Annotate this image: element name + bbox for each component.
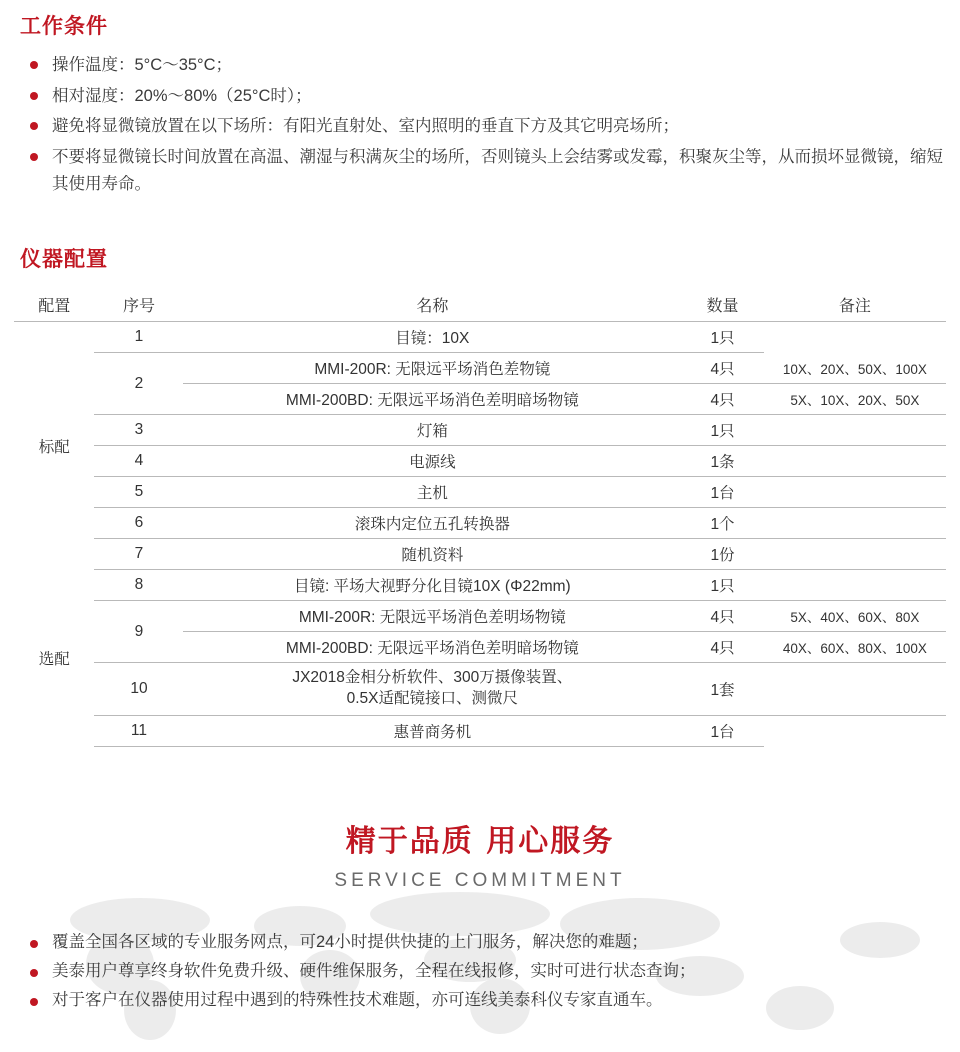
row-name-line2: 0.5X适配镜接口、测微尺 <box>346 690 519 707</box>
row-name: MMI-200R: 无限远平场消色差物镜 <box>183 353 681 384</box>
row-index: 10 <box>94 663 183 716</box>
row-note <box>764 477 946 508</box>
row-name-line1: JX2018金相分析软件、300万摄像装置、 <box>292 669 573 687</box>
table-row <box>14 415 946 446</box>
list-item <box>20 52 950 79</box>
row-qty: 1只 <box>681 570 764 601</box>
column-header-config: 配置 <box>14 287 94 322</box>
column-header-name: 名称 <box>183 287 681 322</box>
row-index: 7 <box>94 539 183 570</box>
row-name: 电源线 <box>183 446 681 477</box>
row-name: 目镜：10X <box>183 322 681 353</box>
row-name <box>183 663 681 716</box>
table-row <box>14 477 946 508</box>
bullet-dot-icon <box>30 940 38 948</box>
row-index: 3 <box>94 415 183 446</box>
bullet-dot-icon <box>30 969 38 977</box>
bullet-dot-icon <box>30 153 38 161</box>
section-title-instrument-config: 仪器配置 <box>20 248 108 271</box>
row-name: 主机 <box>183 477 681 508</box>
row-note <box>764 446 946 477</box>
row-note: 5X、40X、60X、80X <box>764 601 946 632</box>
table-row <box>14 508 946 539</box>
section-title-working-conditions: 工作条件 <box>20 15 108 38</box>
row-note <box>764 716 946 747</box>
row-note <box>764 415 946 446</box>
column-header-qty: 数量 <box>681 287 764 322</box>
row-index: 4 <box>94 446 183 477</box>
row-name: MMI-200BD: 无限远平场消色差明暗场物镜 <box>183 632 681 663</box>
list-item-text: 操作温度：5°C～35°C； <box>52 56 233 74</box>
list-item-text: 避免将显微镜放置在以下场所：有阳光直射处、室内照明的垂直下方及其它明亮场所； <box>52 117 679 136</box>
row-qty: 1条 <box>681 446 764 477</box>
table-row <box>14 663 946 716</box>
row-name: 滚珠内定位五孔转换器 <box>183 508 681 539</box>
list-item-text: 不要将显微镜长时间放置在高温、潮湿与积满灰尘的场所，否则镜头上会结雾或发霉，积聚灰尘等，从而损坏显微镜，缩短其使用寿命。 <box>52 148 943 193</box>
row-qty: 1套 <box>681 663 764 716</box>
row-index: 1 <box>94 322 183 353</box>
row-qty: 1个 <box>681 508 764 539</box>
row-note <box>764 322 946 353</box>
row-qty: 1台 <box>681 716 764 747</box>
bullet-dot-icon <box>30 92 38 100</box>
row-index: 8 <box>94 570 183 601</box>
table-row <box>14 322 946 353</box>
row-name: MMI-200BD: 无限远平场消色差明暗场物镜 <box>183 384 681 415</box>
service-commitment-list <box>20 928 950 1015</box>
row-index: 6 <box>94 508 183 539</box>
list-item-text: 对于客户在仪器使用过程中遇到的特殊性技术难题，亦可连线美泰科仪专家直通车。 <box>52 990 663 1009</box>
row-index: 11 <box>94 716 183 747</box>
bullet-dot-icon <box>30 122 38 130</box>
row-name: MMI-200R: 无限远平场消色差明场物镜 <box>183 601 681 632</box>
row-name: 灯箱 <box>183 415 681 446</box>
group-label-optional: 选配 <box>38 651 70 668</box>
row-note: 40X、60X、80X、100X <box>764 632 946 663</box>
bullet-dot-icon <box>30 998 38 1006</box>
bullet-dot-icon <box>30 61 38 69</box>
list-item-text: 美泰用户尊享终身软件免费升级、硬件维保服务，全程在线报修，实时可进行状态查询； <box>52 961 696 980</box>
column-header-index: 序号 <box>94 287 183 322</box>
list-item-text: 相对湿度：20%～80%（25°C时）； <box>52 86 312 105</box>
table-row <box>14 716 946 747</box>
row-index: 2 <box>94 353 183 415</box>
row-qty: 4只 <box>681 632 764 663</box>
table-row <box>14 570 946 601</box>
group-label-standard: 标配 <box>38 438 70 456</box>
table-row <box>14 353 946 384</box>
row-name: 随机资料 <box>183 539 681 570</box>
row-qty: 1只 <box>681 322 764 353</box>
row-qty: 1只 <box>681 415 764 446</box>
row-name: 惠普商务机 <box>183 716 681 747</box>
row-note <box>764 508 946 539</box>
row-qty: 1台 <box>681 477 764 508</box>
working-conditions-list <box>20 52 950 202</box>
list-item <box>20 144 950 197</box>
row-name: 目镜: 平场大视野分化目镜10X (Φ22mm) <box>183 570 681 601</box>
column-header-note: 备注 <box>764 287 946 322</box>
list-item <box>20 928 950 957</box>
service-commitment-block <box>0 816 960 892</box>
service-title-en: SERVICE COMMITMENT <box>334 870 626 891</box>
instrument-config-table <box>14 287 946 747</box>
service-title-cn: 精于品质 用心服务 <box>345 824 615 859</box>
table-header-row <box>14 287 946 322</box>
table-row <box>14 446 946 477</box>
list-item-text: 覆盖全国各区域的专业服务网点，可24小时提供快捷的上门服务，解决您的难题； <box>52 933 648 951</box>
list-item <box>20 113 950 140</box>
list-item <box>20 83 950 110</box>
row-note <box>764 539 946 570</box>
row-qty: 4只 <box>681 353 764 384</box>
list-item <box>20 986 950 1015</box>
row-note <box>764 663 946 716</box>
list-item <box>20 957 950 986</box>
row-index: 5 <box>94 477 183 508</box>
row-note: 10X、20X、50X、100X <box>764 353 946 384</box>
row-qty: 4只 <box>681 384 764 415</box>
row-note <box>764 570 946 601</box>
table-row <box>14 539 946 570</box>
row-qty: 1份 <box>681 539 764 570</box>
row-note: 5X、10X、20X、50X <box>764 384 946 415</box>
row-index: 9 <box>94 601 183 663</box>
row-qty: 4只 <box>681 601 764 632</box>
table-row <box>14 601 946 632</box>
